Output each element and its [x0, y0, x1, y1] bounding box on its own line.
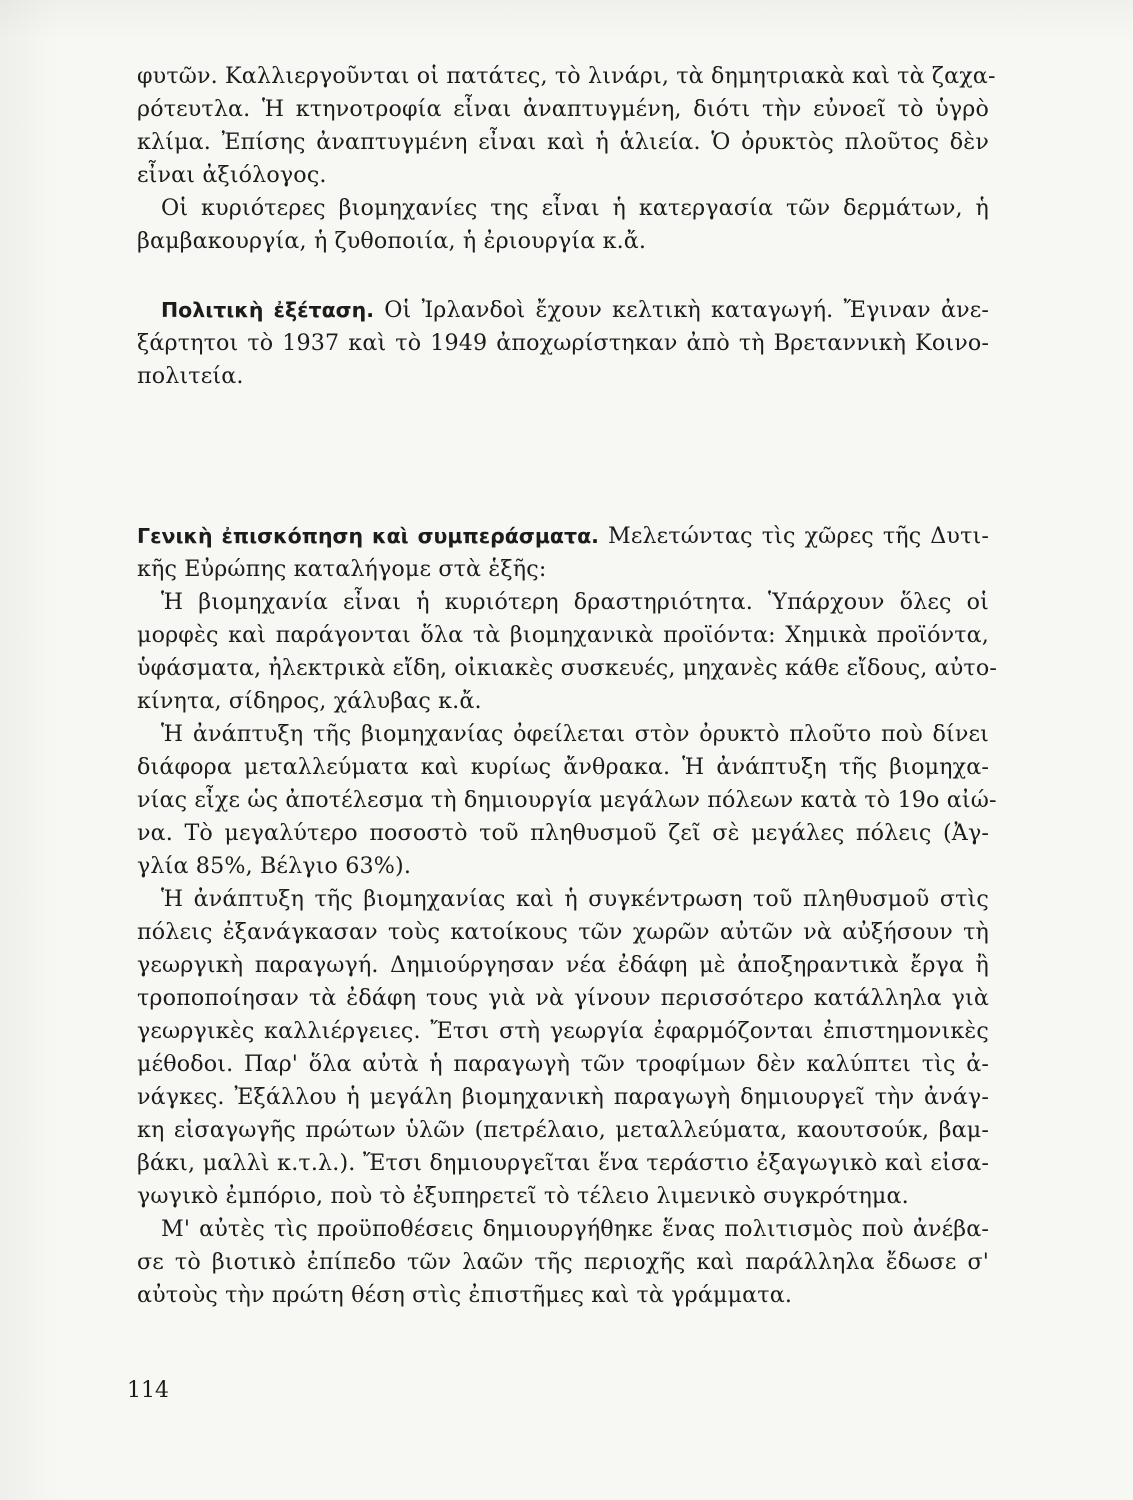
text-line: κίνητα, σίδηρος, χάλυβας κ.ἄ.: [137, 688, 482, 714]
text-line: κη εἰσαγωγῆς πρώτων ὑλῶν (πετρέλαιο, μεταλλεύματα, καουτσούκ, βαμ-: [137, 1117, 989, 1143]
text-line: [137, 520, 989, 553]
text-line: κλίμα. Ἐπίσης ἀναπτυγμένη εἶναι καὶ ἡ ἁλιεία. Ὁ ὀρυκτὸς πλοῦτος δὲν: [137, 129, 989, 155]
text-line: μέθοδοι. Παρ' ὅλα αὐτὰ ἡ παραγωγὴ τῶν τροφίμων δὲν καλύπτει τὶς ἀ-: [137, 1051, 989, 1077]
page-number: 114: [127, 1378, 169, 1403]
text-line: βάκι, μαλλὶ κ.τ.λ.). Ἔτσι δημιουργεῖται ἕνα τεράστιο ἐξαγωγικὸ καὶ εἰσα-: [137, 1150, 989, 1176]
text-line: εἶναι ἀξιόλογος.: [137, 162, 327, 188]
text-line: διάφορα μεταλλεύματα καὶ κυρίως ἄνθρακα. Ἡ ἀνάπτυξη τῆς βιομηχα-: [137, 754, 989, 780]
text-line: γλία 85%, Βέλγιο 63%).: [137, 853, 412, 879]
text-line: να. Τὸ μεγαλύτερο ποσοστὸ τοῦ πληθυσμοῦ ζεῖ σὲ μεγάλες πόλεις (Ἀγ-: [137, 820, 989, 846]
text-line: τροποποίησαν τὰ ἐδάφη τους γιὰ νὰ γίνουν περισσότερο κατάλληλα γιὰ: [137, 985, 989, 1011]
text-line: μορφὲς καὶ παράγονται ὅλα τὰ βιομηχανικὰ προϊόντα: Χημικὰ προϊόντα,: [137, 622, 989, 648]
text-line: αὐτοὺς τὴν πρώτη θέση στὶς ἐπιστῆμες καὶ τὰ γράμματα.: [137, 1282, 793, 1308]
text-fragment: Οἱ Ἰρλανδοὶ ἔχουν κελτικὴ καταγωγή. Ἔγιναν ἀνε-: [384, 297, 990, 323]
text-line: γεωργικὴ παραγωγή. Δημιούργησαν νέα ἐδάφη μὲ ἀποξηραντικὰ ἔργα ἢ: [137, 952, 989, 978]
text-line: ὑφάσματα, ἠλεκτρικὰ εἴδη, οἰκιακὲς συσκευές, μηχανὲς κάθε εἴδους, αὐτο-: [137, 655, 997, 681]
text-line: Οἱ κυριότερες βιομηχανίες της εἶναι ἡ κατεργασία τῶν δερμάτων, ἡ: [161, 195, 989, 221]
paragraph-political: [137, 294, 989, 393]
text-line: πόλεις ἐξανάγκασαν τοὺς κατοίκους τῶν χωρῶν αὐτῶν νὰ αὐξήσουν τὴ: [137, 919, 989, 945]
text-line: πολιτεία.: [137, 363, 244, 389]
section-heading-political: Πολιτικὴ ἐξέταση.: [161, 298, 375, 322]
text-line: γεωργικὲς καλλιέργειες. Ἔτσι στὴ γεωργία ἐφαρμόζονται ἐπιστημονικὲς: [137, 1018, 989, 1044]
text-line: Μ' αὐτὲς τὶς προϋποθέσεις δημιουργήθηκε ἕνας πολιτισμὸς ποὺ ἀνέβα-: [161, 1216, 989, 1242]
text-line: σε τὸ βιοτικὸ ἐπίπεδο τῶν λαῶν τῆς περιοχῆς καὶ παράλληλα ἔδωσε σ': [137, 1249, 989, 1275]
text-fragment: Μελετώντας τὶς χῶρες τῆς Δυτι-: [607, 523, 989, 549]
text-line: ρότευτλα. Ἡ κτηνοτροφία εἶναι ἀναπτυγμένη, διότι τὴν εὐνοεῖ τὸ ὑγρὸ: [137, 96, 989, 122]
text-line: φυτῶν. Καλλιεργοῦνται οἱ πατάτες, τὸ λινάρι, τὰ δημητριακὰ καὶ τὰ ζαχα-: [137, 63, 996, 89]
text-line: [137, 294, 989, 327]
paragraph-agriculture: [137, 60, 996, 258]
text-line: βαμβακουργία, ἡ ζυθοποιία, ἡ ἐριουργία κ.ἄ.: [137, 228, 647, 254]
text-line: γωγικὸ ἐμπόριο, ποὺ τὸ ἐξυπηρετεῖ τὸ τέλειο λιμενικὸ συγκρότημα.: [137, 1183, 909, 1209]
section-heading-overview: Γενικὴ ἐπισκόπηση καὶ συμπεράσματα.: [137, 524, 599, 548]
text-line: κῆς Εὐρώπης καταλήγομε στὰ ἑξῆς:: [137, 556, 547, 582]
text-line: νάγκες. Ἐξάλλου ἡ μεγάλη βιομηχανικὴ παραγωγὴ δημιουργεῖ τὴν ἀνάγ-: [137, 1084, 989, 1110]
paragraph-overview: [137, 520, 997, 1312]
text-line: Ἡ βιομηχανία εἶναι ἡ κυριότερη δραστηριότητα. Ὑπάρχουν ὅλες οἱ: [161, 589, 989, 615]
text-line: νίας εἶχε ὡς ἀποτέλεσμα τὴ δημιουργία μεγάλων πόλεων κατὰ τὸ 19ο αἰώ-: [137, 787, 997, 813]
text-line: ξάρτητοι τὸ 1937 καὶ τὸ 1949 ἀποχωρίστηκαν ἀπὸ τὴ Βρεταννικὴ Κοινο-: [137, 330, 989, 356]
text-line: Ἡ ἀνάπτυξη τῆς βιομηχανίας καὶ ἡ συγκέντρωση τοῦ πληθυσμοῦ στὶς: [161, 886, 989, 912]
text-line: Ἡ ἀνάπτυξη τῆς βιομηχανίας ὀφείλεται στὸν ὀρυκτὸ πλοῦτο ποὺ δίνει: [161, 721, 989, 747]
